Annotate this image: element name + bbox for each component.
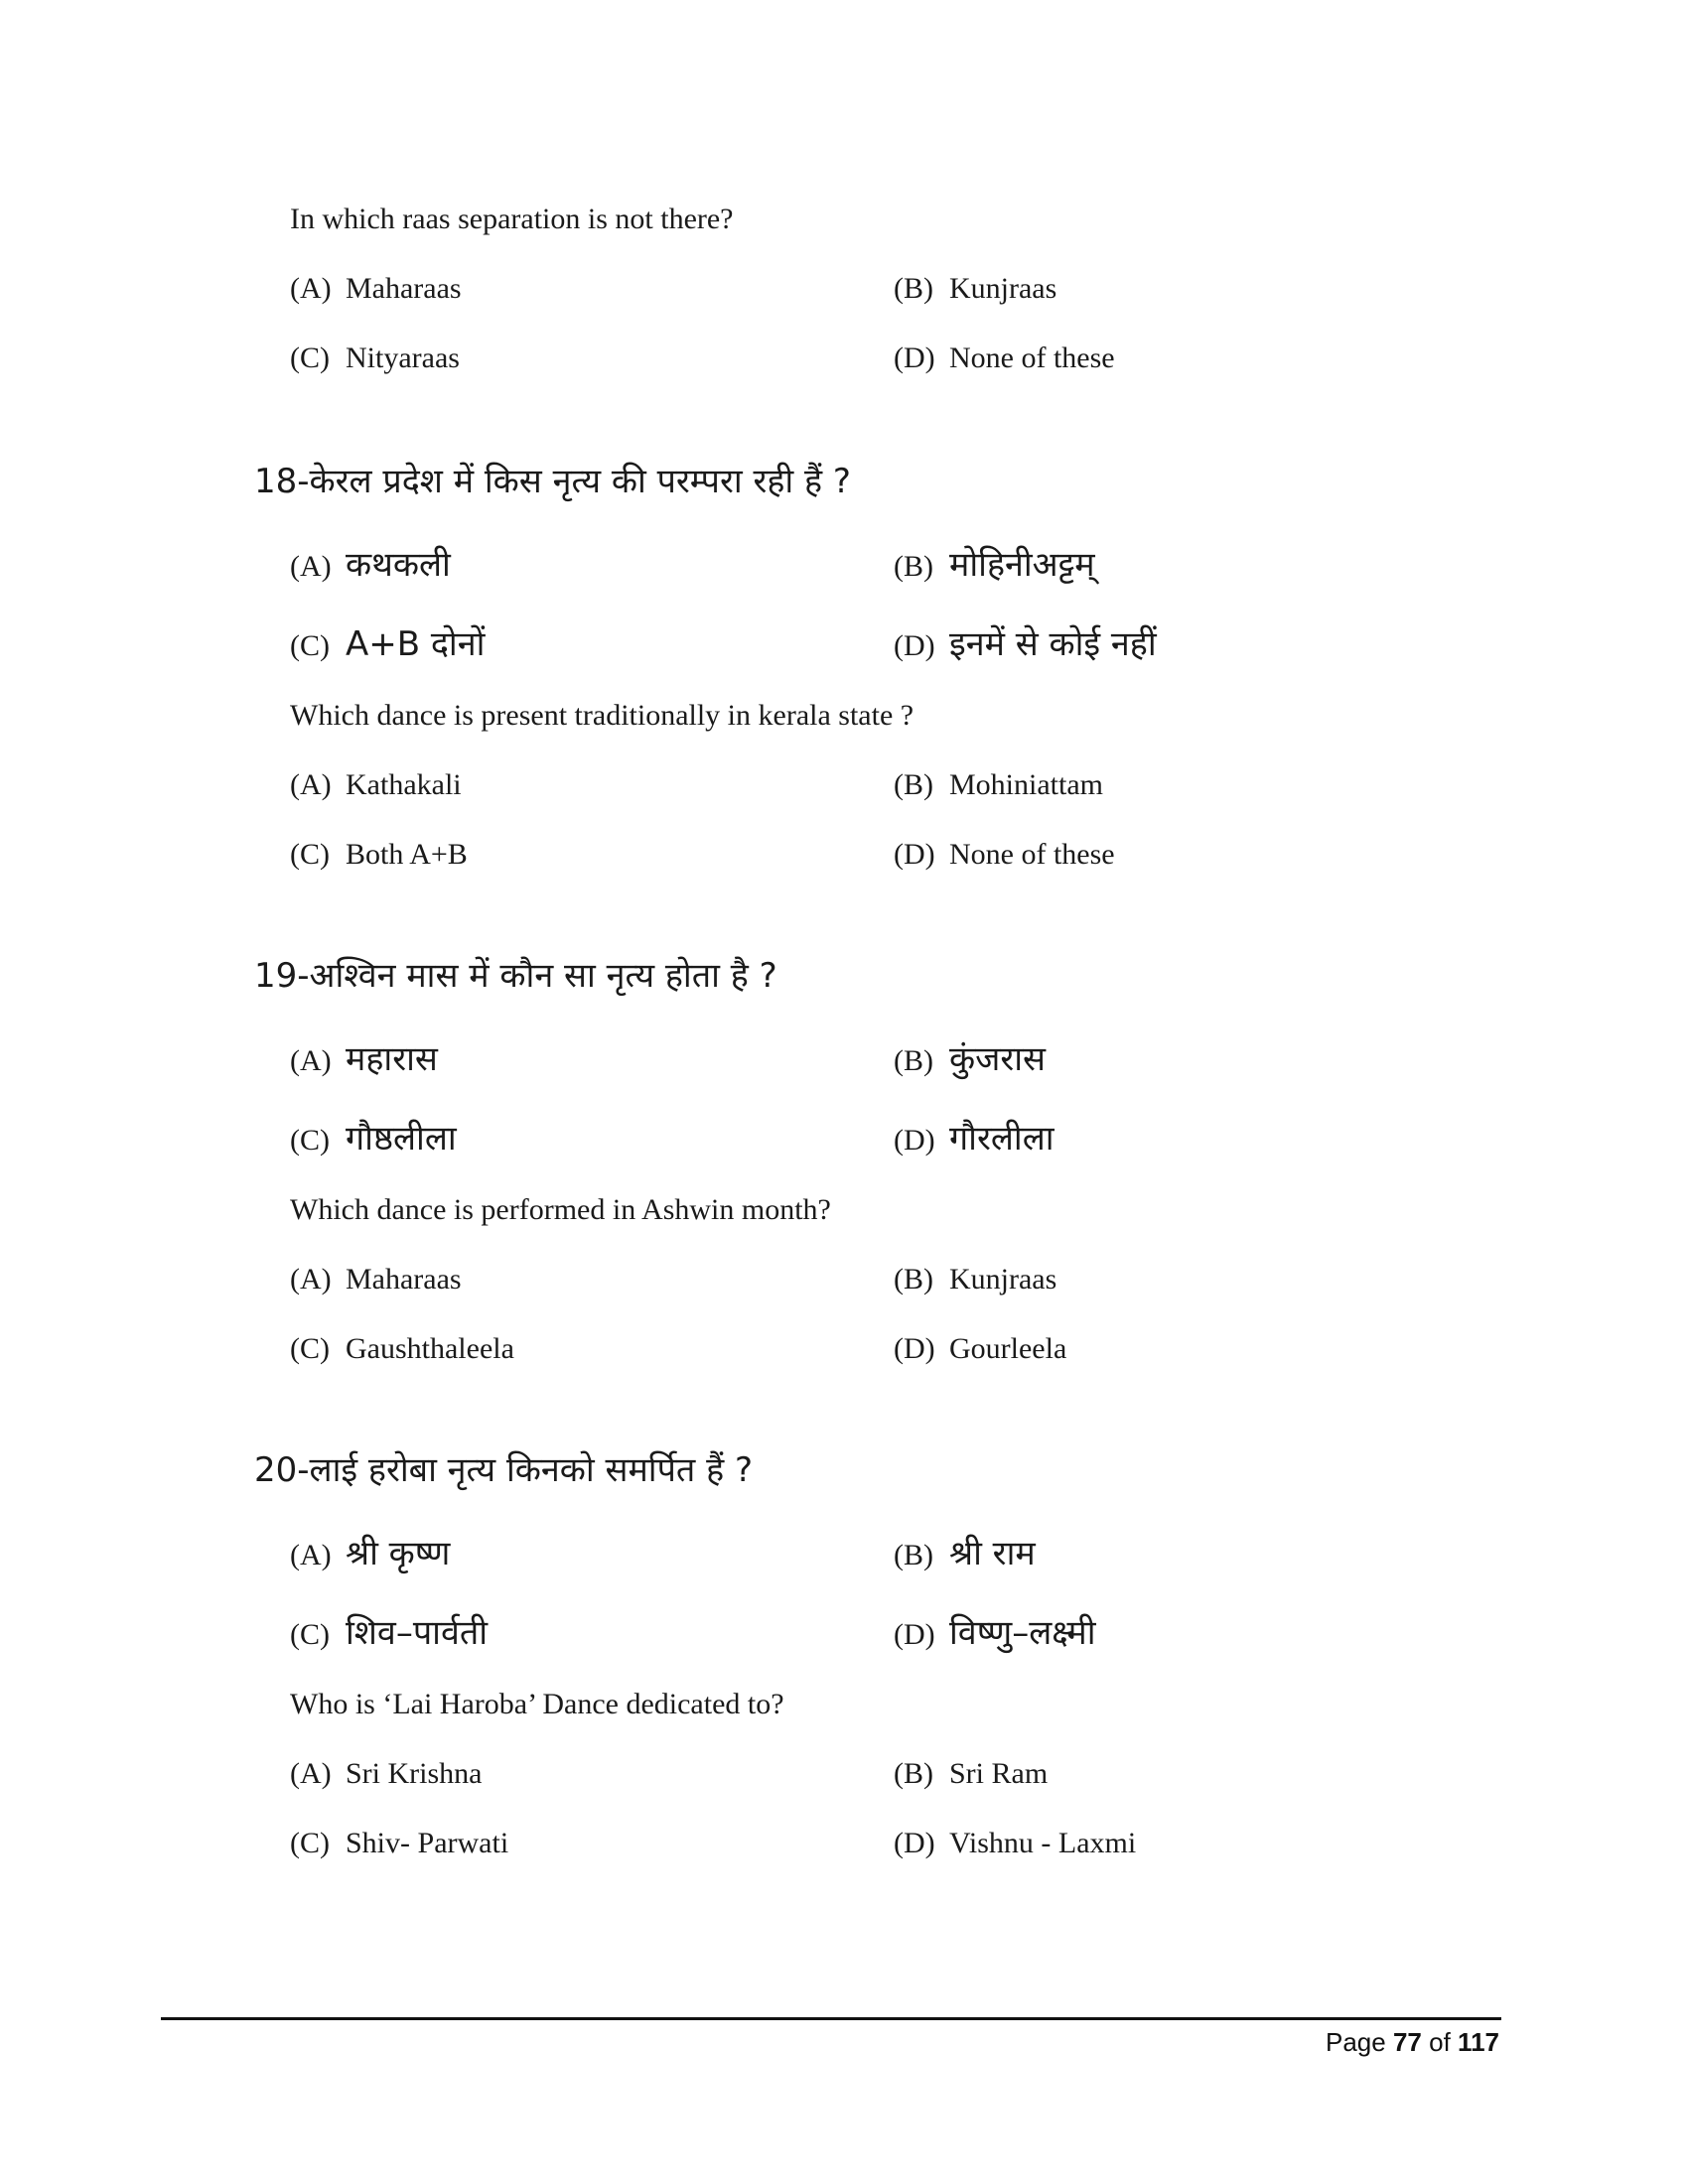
q18-hi-option-c	[290, 619, 485, 665]
option-text: मोहिनीअट्टम्	[949, 545, 1095, 585]
option-text: गौष्ठलीला	[346, 1119, 457, 1159]
q17-en-option-c	[290, 341, 460, 375]
option-text: Gourleela	[949, 1332, 1067, 1365]
q18-en-option-a	[290, 768, 462, 802]
option-label: (B)	[894, 1263, 933, 1296]
option-label: (B)	[894, 272, 933, 305]
q20-hi-question: 20-लाई हरोबा नृत्य किनको समर्पित हैं ?	[254, 1450, 753, 1490]
option-label: (A)	[290, 1263, 332, 1296]
option-label: (D)	[894, 629, 935, 662]
current-page: 77	[1392, 2027, 1422, 2057]
option-text: None of these	[949, 341, 1115, 374]
q18-en-option-d	[894, 838, 1115, 872]
option-text: विष्णु–लक्ष्मी	[949, 1613, 1096, 1653]
page-number	[1311, 2027, 1499, 2058]
q17-en-option-b	[894, 272, 1056, 306]
option-label: (C)	[290, 1827, 330, 1859]
q17-en-option-d	[894, 341, 1115, 375]
option-text: Nityaraas	[346, 341, 460, 374]
q18-en-option-b	[894, 768, 1103, 802]
q19-en-option-d	[894, 1332, 1066, 1366]
q18-hi-option-d	[894, 619, 1157, 665]
q19-hi-option-a	[290, 1034, 438, 1080]
q20-en-question: Who is ‘Lai Haroba’ Dance dedicated to?	[290, 1688, 784, 1720]
option-label: (B)	[894, 550, 933, 583]
option-text: महारास	[346, 1039, 438, 1079]
option-label: (D)	[894, 1827, 935, 1859]
option-text: Mohiniattam	[949, 768, 1103, 801]
option-text: शिव–पार्वती	[346, 1613, 489, 1653]
q20-hi-option-a	[290, 1529, 450, 1574]
option-label: (C)	[290, 1618, 330, 1651]
option-text: A+B दोनों	[346, 624, 486, 664]
q19-en-option-c	[290, 1332, 514, 1366]
option-label: (A)	[290, 550, 332, 583]
option-text: Kunjraas	[949, 1263, 1057, 1296]
option-label: (D)	[894, 1332, 935, 1365]
option-label: (A)	[290, 1757, 332, 1790]
q20-hi-option-d	[894, 1608, 1096, 1654]
option-text: इनमें से कोई नहीं	[949, 624, 1157, 664]
option-text: Sri Krishna	[346, 1757, 483, 1790]
option-label: (B)	[894, 1757, 933, 1790]
option-label: (A)	[290, 768, 332, 801]
option-label: (B)	[894, 768, 933, 801]
option-text: कुंजरास	[949, 1039, 1047, 1079]
q18-hi-option-b	[894, 540, 1095, 586]
option-text: Kunjraas	[949, 272, 1057, 305]
q20-hi-option-b	[894, 1529, 1036, 1574]
option-text: श्री कृष्ण	[346, 1534, 451, 1573]
option-label: (D)	[894, 838, 935, 871]
q19-hi-option-b	[894, 1034, 1046, 1080]
option-text: श्री राम	[949, 1534, 1036, 1573]
q18-hi-option-a	[290, 540, 451, 586]
option-text: Kathakali	[346, 768, 462, 801]
q18-hi-question: 18-केरल प्रदेश में किस नृत्य की परम्परा रही हैं ?	[254, 462, 851, 501]
option-label: (D)	[894, 341, 935, 374]
option-text: Both A+B	[346, 838, 468, 871]
option-text: None of these	[949, 838, 1115, 871]
option-label: (B)	[894, 1539, 933, 1571]
q19-hi-question: 19-अश्विन मास में कौन सा नृत्य होता है ?	[254, 956, 777, 996]
q18-en-question: Which dance is present traditionally in kerala state ?	[290, 699, 914, 732]
option-label: (A)	[290, 1044, 332, 1077]
option-label: (C)	[290, 341, 330, 374]
option-text: Maharaas	[346, 272, 462, 305]
option-label: (A)	[290, 1539, 332, 1571]
q20-en-option-a	[290, 1757, 483, 1791]
option-label: (C)	[290, 1332, 330, 1365]
q20-en-option-b	[894, 1757, 1048, 1791]
option-label: (C)	[290, 838, 330, 871]
option-label: (A)	[290, 272, 332, 305]
option-label: (B)	[894, 1044, 933, 1077]
q20-hi-option-c	[290, 1608, 488, 1654]
q20-en-option-d	[894, 1827, 1136, 1860]
page-word: Page	[1326, 2027, 1386, 2057]
total-pages: 117	[1458, 2027, 1499, 2057]
q18-en-option-c	[290, 838, 468, 872]
footer-divider	[161, 2017, 1501, 2020]
of-word: of	[1429, 2027, 1451, 2057]
q17-en-question: In which raas separation is not there?	[290, 203, 734, 235]
option-text: गौरलीला	[949, 1119, 1055, 1159]
q19-en-option-a	[290, 1263, 462, 1297]
q19-hi-option-d	[894, 1114, 1055, 1160]
q19-en-question: Which dance is performed in Ashwin month?	[290, 1193, 831, 1226]
q17-en-option-a	[290, 272, 462, 306]
option-text: Shiv- Parwati	[346, 1827, 509, 1859]
option-text: कथकली	[346, 545, 451, 585]
q20-en-option-c	[290, 1827, 508, 1860]
option-label: (C)	[290, 629, 330, 662]
option-label: (C)	[290, 1124, 330, 1157]
option-text: Sri Ram	[949, 1757, 1049, 1790]
option-label: (D)	[894, 1124, 935, 1157]
option-text: Gaushthaleela	[346, 1332, 514, 1365]
q19-en-option-b	[894, 1263, 1056, 1297]
option-label: (D)	[894, 1618, 935, 1651]
q19-hi-option-c	[290, 1114, 457, 1160]
option-text: Vishnu - Laxmi	[949, 1827, 1137, 1859]
option-text: Maharaas	[346, 1263, 462, 1296]
